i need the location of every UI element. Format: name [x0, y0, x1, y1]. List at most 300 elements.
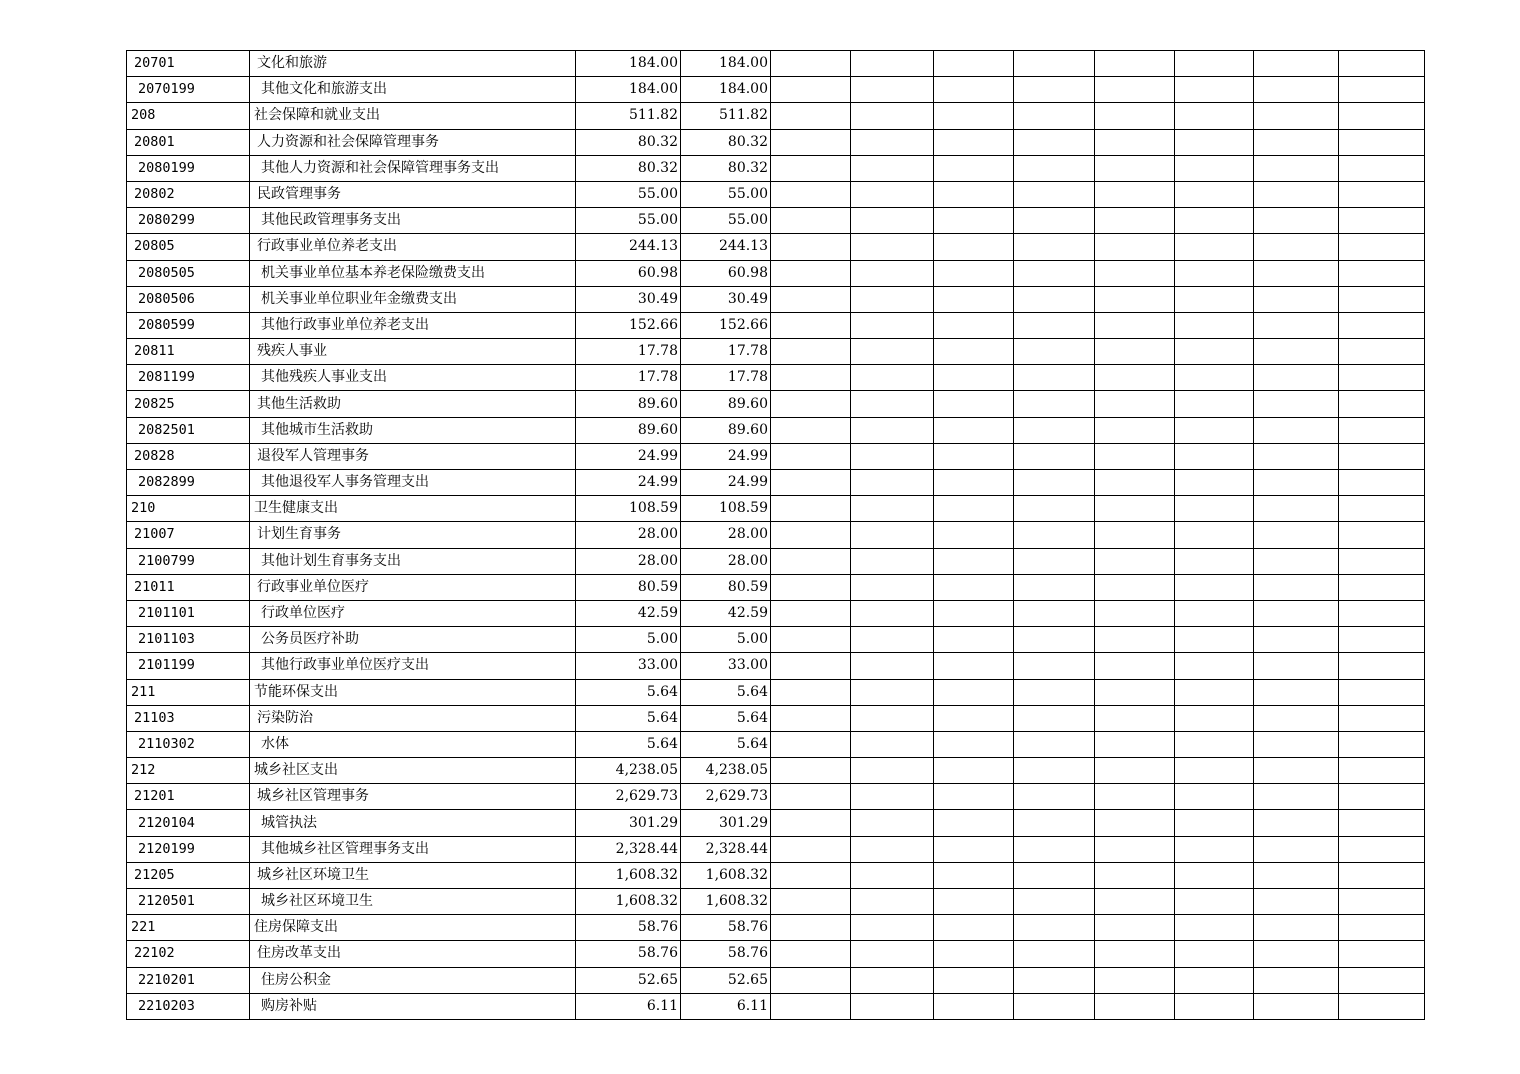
empty-cell	[1014, 155, 1095, 181]
empty-cell	[1014, 915, 1095, 941]
table-row	[127, 391, 1425, 417]
empty-cell	[1339, 705, 1425, 731]
row-code: 20828	[127, 443, 250, 469]
empty-cell	[1175, 836, 1254, 862]
row-name: 行政单位医疗	[250, 600, 576, 626]
empty-cell	[1339, 522, 1425, 548]
empty-cell	[851, 574, 934, 600]
empty-cell	[1254, 77, 1339, 103]
empty-cell	[851, 548, 934, 574]
empty-cell	[1175, 862, 1254, 888]
empty-cell	[1014, 181, 1095, 207]
empty-cell	[1175, 758, 1254, 784]
row-name: 其他行政事业单位养老支出	[250, 312, 576, 338]
empty-cell	[1254, 339, 1339, 365]
empty-cell	[934, 600, 1014, 626]
empty-cell	[1175, 339, 1254, 365]
row-amount-general: 17.78	[681, 365, 771, 391]
empty-cell	[851, 915, 934, 941]
empty-cell	[1095, 417, 1175, 443]
table-body	[127, 51, 1425, 1020]
empty-cell	[851, 443, 934, 469]
empty-cell	[771, 810, 851, 836]
table-row	[127, 548, 1425, 574]
empty-cell	[771, 993, 851, 1019]
empty-cell	[1014, 522, 1095, 548]
table-row	[127, 810, 1425, 836]
row-name: 机关事业单位基本养老保险缴费支出	[250, 260, 576, 286]
empty-cell	[934, 234, 1014, 260]
empty-cell	[934, 365, 1014, 391]
row-code: 2210203	[127, 993, 250, 1019]
row-name: 其他退役军人事务管理支出	[250, 470, 576, 496]
empty-cell	[1175, 443, 1254, 469]
empty-cell	[1339, 810, 1425, 836]
empty-cell	[851, 312, 934, 338]
row-code: 210	[127, 496, 250, 522]
empty-cell	[1339, 784, 1425, 810]
table-row	[127, 731, 1425, 757]
empty-cell	[851, 496, 934, 522]
empty-cell	[1095, 941, 1175, 967]
empty-cell	[1339, 443, 1425, 469]
empty-cell	[934, 286, 1014, 312]
empty-cell	[1339, 836, 1425, 862]
row-amount-total: 184.00	[576, 51, 681, 77]
empty-cell	[851, 705, 934, 731]
empty-cell	[1014, 339, 1095, 365]
empty-cell	[1339, 51, 1425, 77]
row-amount-general: 55.00	[681, 181, 771, 207]
empty-cell	[1175, 77, 1254, 103]
row-amount-total: 28.00	[576, 548, 681, 574]
empty-cell	[1175, 312, 1254, 338]
empty-cell	[1254, 312, 1339, 338]
row-code: 20801	[127, 129, 250, 155]
row-name: 机关事业单位职业年金缴费支出	[250, 286, 576, 312]
empty-cell	[1175, 731, 1254, 757]
empty-cell	[1175, 496, 1254, 522]
empty-cell	[1339, 181, 1425, 207]
empty-cell	[851, 810, 934, 836]
empty-cell	[1254, 286, 1339, 312]
empty-cell	[1339, 600, 1425, 626]
row-code: 2101101	[127, 600, 250, 626]
row-amount-total: 52.65	[576, 967, 681, 993]
empty-cell	[1014, 810, 1095, 836]
row-amount-total: 24.99	[576, 470, 681, 496]
empty-cell	[771, 600, 851, 626]
empty-cell	[1095, 731, 1175, 757]
row-name: 城乡社区管理事务	[250, 784, 576, 810]
row-amount-general: 244.13	[681, 234, 771, 260]
empty-cell	[1254, 810, 1339, 836]
empty-cell	[1175, 234, 1254, 260]
row-amount-general: 28.00	[681, 522, 771, 548]
empty-cell	[771, 889, 851, 915]
row-amount-general: 58.76	[681, 941, 771, 967]
empty-cell	[934, 129, 1014, 155]
row-name: 行政事业单位医疗	[250, 574, 576, 600]
empty-cell	[771, 155, 851, 181]
row-amount-general: 33.00	[681, 653, 771, 679]
empty-cell	[1339, 208, 1425, 234]
row-name: 其他计划生育事务支出	[250, 548, 576, 574]
empty-cell	[1339, 365, 1425, 391]
empty-cell	[1254, 208, 1339, 234]
empty-cell	[771, 339, 851, 365]
empty-cell	[851, 339, 934, 365]
empty-cell	[1095, 208, 1175, 234]
row-name: 其他城乡社区管理事务支出	[250, 836, 576, 862]
empty-cell	[1095, 993, 1175, 1019]
row-amount-general: 2,328.44	[681, 836, 771, 862]
empty-cell	[851, 77, 934, 103]
empty-cell	[1254, 234, 1339, 260]
empty-cell	[1254, 836, 1339, 862]
empty-cell	[1095, 77, 1175, 103]
empty-cell	[1014, 260, 1095, 286]
empty-cell	[1175, 915, 1254, 941]
empty-cell	[771, 286, 851, 312]
empty-cell	[1014, 836, 1095, 862]
empty-cell	[771, 522, 851, 548]
empty-cell	[1254, 574, 1339, 600]
empty-cell	[771, 548, 851, 574]
empty-cell	[771, 836, 851, 862]
empty-cell	[851, 103, 934, 129]
row-amount-total: 28.00	[576, 522, 681, 548]
row-code: 20805	[127, 234, 250, 260]
empty-cell	[1095, 627, 1175, 653]
empty-cell	[1014, 51, 1095, 77]
row-code: 21011	[127, 574, 250, 600]
empty-cell	[1014, 889, 1095, 915]
empty-cell	[771, 391, 851, 417]
empty-cell	[934, 417, 1014, 443]
row-amount-total: 5.64	[576, 705, 681, 731]
row-amount-total: 152.66	[576, 312, 681, 338]
row-amount-total: 184.00	[576, 77, 681, 103]
empty-cell	[1014, 993, 1095, 1019]
empty-cell	[1339, 731, 1425, 757]
empty-cell	[1254, 967, 1339, 993]
empty-cell	[1339, 941, 1425, 967]
empty-cell	[771, 705, 851, 731]
empty-cell	[934, 862, 1014, 888]
table-row	[127, 234, 1425, 260]
table-row	[127, 627, 1425, 653]
empty-cell	[851, 417, 934, 443]
row-code: 20701	[127, 51, 250, 77]
row-code: 2110302	[127, 731, 250, 757]
row-code: 2120199	[127, 836, 250, 862]
empty-cell	[1339, 679, 1425, 705]
empty-cell	[1095, 889, 1175, 915]
empty-cell	[1339, 993, 1425, 1019]
empty-cell	[851, 653, 934, 679]
empty-cell	[1014, 443, 1095, 469]
table-row	[127, 941, 1425, 967]
empty-cell	[1095, 574, 1175, 600]
table-row	[127, 993, 1425, 1019]
empty-cell	[934, 705, 1014, 731]
table-row	[127, 889, 1425, 915]
empty-cell	[771, 103, 851, 129]
empty-cell	[851, 286, 934, 312]
table-row	[127, 862, 1425, 888]
empty-cell	[1095, 286, 1175, 312]
empty-cell	[851, 731, 934, 757]
empty-cell	[1254, 705, 1339, 731]
row-amount-general: 89.60	[681, 417, 771, 443]
empty-cell	[851, 862, 934, 888]
row-name: 节能环保支出	[250, 679, 576, 705]
empty-cell	[1254, 470, 1339, 496]
empty-cell	[851, 208, 934, 234]
empty-cell	[1095, 391, 1175, 417]
empty-cell	[1175, 103, 1254, 129]
empty-cell	[1175, 600, 1254, 626]
empty-cell	[851, 784, 934, 810]
row-amount-total: 80.32	[576, 129, 681, 155]
empty-cell	[771, 496, 851, 522]
empty-cell	[1175, 574, 1254, 600]
row-amount-total: 244.13	[576, 234, 681, 260]
row-amount-general: 80.59	[681, 574, 771, 600]
row-amount-general: 6.11	[681, 993, 771, 1019]
empty-cell	[1175, 941, 1254, 967]
empty-cell	[1014, 365, 1095, 391]
empty-cell	[1175, 889, 1254, 915]
empty-cell	[1095, 260, 1175, 286]
empty-cell	[934, 784, 1014, 810]
empty-cell	[771, 234, 851, 260]
empty-cell	[771, 653, 851, 679]
empty-cell	[1254, 889, 1339, 915]
table-row	[127, 915, 1425, 941]
row-amount-general: 184.00	[681, 77, 771, 103]
empty-cell	[1339, 496, 1425, 522]
empty-cell	[1339, 339, 1425, 365]
empty-cell	[1095, 600, 1175, 626]
empty-cell	[1095, 522, 1175, 548]
row-name: 人力资源和社会保障管理事务	[250, 129, 576, 155]
empty-cell	[1175, 470, 1254, 496]
row-code: 2080506	[127, 286, 250, 312]
row-name: 其他人力资源和社会保障管理事务支出	[250, 155, 576, 181]
empty-cell	[851, 155, 934, 181]
empty-cell	[1339, 548, 1425, 574]
empty-cell	[1175, 208, 1254, 234]
empty-cell	[1254, 653, 1339, 679]
row-amount-general: 80.32	[681, 129, 771, 155]
row-name: 退役军人管理事务	[250, 443, 576, 469]
empty-cell	[1175, 417, 1254, 443]
empty-cell	[1254, 181, 1339, 207]
table-row	[127, 286, 1425, 312]
row-code: 208	[127, 103, 250, 129]
empty-cell	[934, 810, 1014, 836]
empty-cell	[1095, 705, 1175, 731]
empty-cell	[934, 260, 1014, 286]
row-amount-total: 80.32	[576, 155, 681, 181]
row-amount-general: 80.32	[681, 155, 771, 181]
table-row	[127, 836, 1425, 862]
empty-cell	[851, 627, 934, 653]
table-row	[127, 600, 1425, 626]
empty-cell	[1014, 417, 1095, 443]
table-row	[127, 208, 1425, 234]
row-amount-total: 2,328.44	[576, 836, 681, 862]
empty-cell	[1095, 339, 1175, 365]
row-amount-total: 89.60	[576, 391, 681, 417]
row-amount-general: 24.99	[681, 443, 771, 469]
empty-cell	[1339, 129, 1425, 155]
row-amount-total: 80.59	[576, 574, 681, 600]
table-row	[127, 967, 1425, 993]
row-name: 文化和旅游	[250, 51, 576, 77]
empty-cell	[1014, 600, 1095, 626]
empty-cell	[1175, 967, 1254, 993]
empty-cell	[1095, 679, 1175, 705]
empty-cell	[1254, 129, 1339, 155]
empty-cell	[1095, 653, 1175, 679]
table-row	[127, 653, 1425, 679]
row-name: 行政事业单位养老支出	[250, 234, 576, 260]
empty-cell	[1254, 679, 1339, 705]
row-amount-total: 5.64	[576, 731, 681, 757]
row-amount-general: 1,608.32	[681, 862, 771, 888]
empty-cell	[1254, 155, 1339, 181]
table-row	[127, 155, 1425, 181]
empty-cell	[1175, 810, 1254, 836]
row-code: 2080199	[127, 155, 250, 181]
row-amount-total: 55.00	[576, 208, 681, 234]
empty-cell	[934, 548, 1014, 574]
empty-cell	[1339, 653, 1425, 679]
row-code: 21007	[127, 522, 250, 548]
empty-cell	[771, 679, 851, 705]
empty-cell	[1254, 862, 1339, 888]
empty-cell	[1254, 365, 1339, 391]
empty-cell	[771, 77, 851, 103]
row-code: 2082501	[127, 417, 250, 443]
empty-cell	[1254, 627, 1339, 653]
empty-cell	[1339, 862, 1425, 888]
empty-cell	[1095, 365, 1175, 391]
empty-cell	[934, 51, 1014, 77]
row-code: 21205	[127, 862, 250, 888]
empty-cell	[1175, 548, 1254, 574]
table-row	[127, 679, 1425, 705]
row-amount-total: 60.98	[576, 260, 681, 286]
empty-cell	[1175, 129, 1254, 155]
empty-cell	[1014, 679, 1095, 705]
row-code: 21103	[127, 705, 250, 731]
row-code: 20802	[127, 181, 250, 207]
empty-cell	[1254, 993, 1339, 1019]
empty-cell	[851, 993, 934, 1019]
row-name: 计划生育事务	[250, 522, 576, 548]
empty-cell	[1014, 548, 1095, 574]
empty-cell	[851, 522, 934, 548]
empty-cell	[1254, 417, 1339, 443]
row-name: 住房改革支出	[250, 941, 576, 967]
empty-cell	[1175, 784, 1254, 810]
empty-cell	[771, 574, 851, 600]
row-amount-general: 52.65	[681, 967, 771, 993]
empty-cell	[771, 470, 851, 496]
empty-cell	[771, 51, 851, 77]
empty-cell	[1339, 391, 1425, 417]
row-amount-general: 511.82	[681, 103, 771, 129]
empty-cell	[934, 836, 1014, 862]
table-row	[127, 339, 1425, 365]
row-code: 2101103	[127, 627, 250, 653]
empty-cell	[1095, 784, 1175, 810]
empty-cell	[934, 522, 1014, 548]
empty-cell	[771, 784, 851, 810]
row-amount-total: 24.99	[576, 443, 681, 469]
budget-table	[126, 50, 1425, 1020]
empty-cell	[1254, 758, 1339, 784]
row-name: 住房公积金	[250, 967, 576, 993]
empty-cell	[1014, 234, 1095, 260]
table-row	[127, 77, 1425, 103]
empty-cell	[771, 731, 851, 757]
empty-cell	[934, 941, 1014, 967]
empty-cell	[771, 129, 851, 155]
empty-cell	[1014, 496, 1095, 522]
row-code: 2070199	[127, 77, 250, 103]
row-amount-general: 5.00	[681, 627, 771, 653]
empty-cell	[1095, 915, 1175, 941]
row-name: 城乡社区环境卫生	[250, 889, 576, 915]
empty-cell	[1254, 103, 1339, 129]
empty-cell	[1014, 862, 1095, 888]
empty-cell	[1095, 470, 1175, 496]
table-row	[127, 365, 1425, 391]
row-amount-general: 301.29	[681, 810, 771, 836]
empty-cell	[1095, 312, 1175, 338]
empty-cell	[1095, 967, 1175, 993]
row-code: 2080299	[127, 208, 250, 234]
empty-cell	[1014, 758, 1095, 784]
empty-cell	[1014, 941, 1095, 967]
empty-cell	[934, 208, 1014, 234]
empty-cell	[1339, 155, 1425, 181]
empty-cell	[851, 758, 934, 784]
row-amount-general: 55.00	[681, 208, 771, 234]
row-name: 其他民政管理事务支出	[250, 208, 576, 234]
empty-cell	[851, 600, 934, 626]
row-amount-total: 6.11	[576, 993, 681, 1019]
empty-cell	[1095, 836, 1175, 862]
empty-cell	[1254, 600, 1339, 626]
row-name: 购房补贴	[250, 993, 576, 1019]
empty-cell	[771, 443, 851, 469]
empty-cell	[1014, 705, 1095, 731]
empty-cell	[851, 129, 934, 155]
empty-cell	[934, 443, 1014, 469]
row-amount-general: 58.76	[681, 915, 771, 941]
row-name: 民政管理事务	[250, 181, 576, 207]
row-name: 城乡社区支出	[250, 758, 576, 784]
empty-cell	[1254, 51, 1339, 77]
row-amount-total: 5.64	[576, 679, 681, 705]
empty-cell	[851, 51, 934, 77]
